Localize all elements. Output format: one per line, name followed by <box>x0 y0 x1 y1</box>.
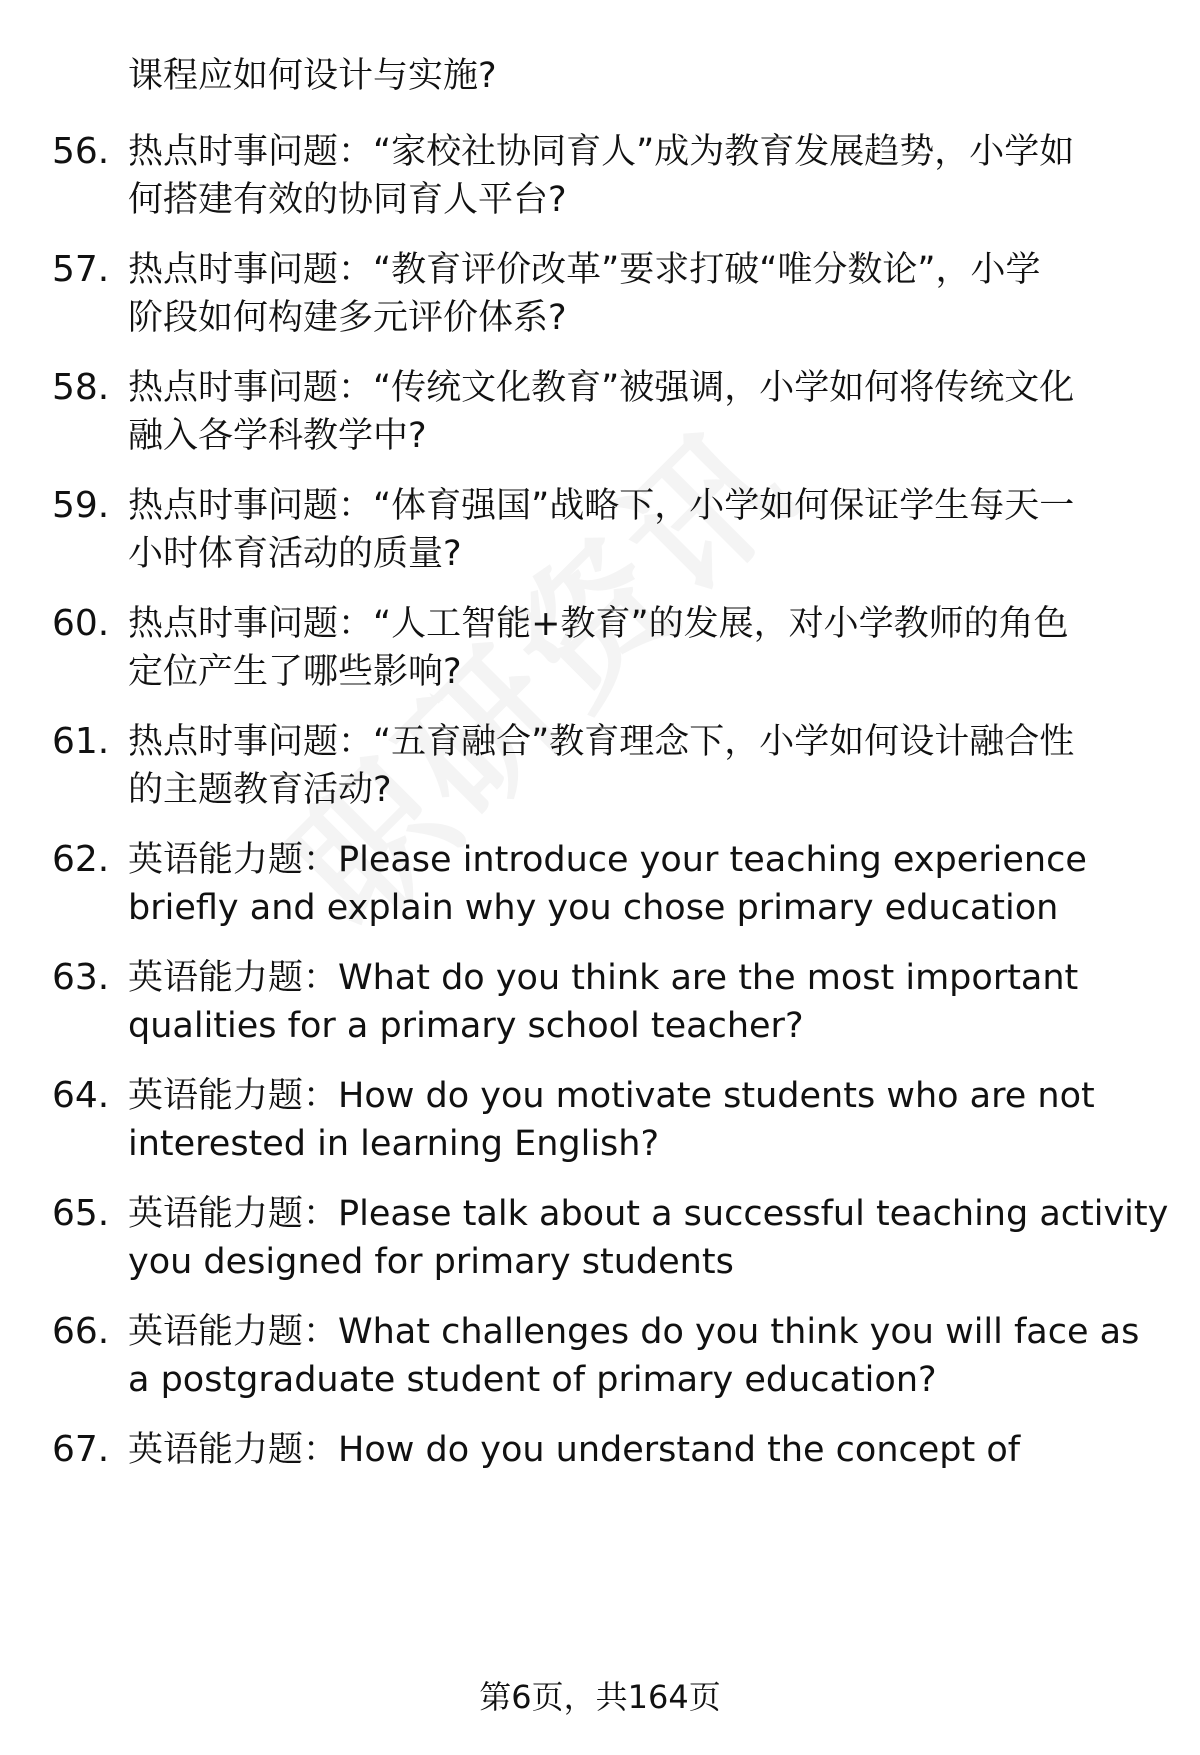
question-number: 66. <box>52 1311 110 1352</box>
question-line: 英语能力题：How do you understand the concept of <box>128 1430 1021 1470</box>
page-footer: 第6页，共164页 <box>479 1678 721 1716</box>
question-line: briefly and explain why you chose primary education <box>128 888 1059 928</box>
question-number: 65. <box>52 1193 110 1234</box>
question-line: a postgraduate student of primary education? <box>128 1360 937 1400</box>
question-line: 英语能力题：Please introduce your teaching experience <box>128 840 1087 880</box>
question-line: 热点时事问题：“五育融合”教育理念下，小学如何设计融合性 <box>128 722 1075 762</box>
question-line: 英语能力题：What do you think are the most important <box>128 958 1079 998</box>
question-number: 58. <box>52 367 110 408</box>
question-line: 定位产生了哪些影响? <box>128 652 462 692</box>
question-number: 63. <box>52 957 110 998</box>
question-number: 62. <box>52 839 110 880</box>
question-line: 融入各学科教学中? <box>128 416 427 456</box>
question-line: 英语能力题：What challenges do you think you will face as <box>128 1312 1140 1352</box>
question-line: 小时体育活动的质量? <box>128 534 462 574</box>
question-line: 热点时事问题：“人工智能+教育”的发展，对小学教师的角色 <box>128 604 1069 644</box>
continuation-text: 课程应如何设计与实施? <box>128 56 497 96</box>
question-line: 热点时事问题：“教育评价改革”要求打破“唯分数论”，小学 <box>128 250 1041 290</box>
question-line: 热点时事问题：“传统文化教育”被强调，小学如何将传统文化 <box>128 368 1075 408</box>
question-number: 60. <box>52 603 110 644</box>
question-number: 56. <box>52 131 110 172</box>
question-line: 热点时事问题：“体育强国”战略下，小学如何保证学生每天一 <box>128 486 1075 526</box>
question-line: qualities for a primary school teacher? <box>128 1006 804 1046</box>
question-line: 的主题教育活动? <box>128 770 392 810</box>
question-number: 67. <box>52 1429 110 1470</box>
question-number: 64. <box>52 1075 110 1116</box>
question-line: 何搭建有效的协同育人平台? <box>128 180 567 220</box>
question-line: 阶段如何构建多元评价体系? <box>128 298 567 338</box>
question-line: 英语能力题：How do you motivate students who are not <box>128 1076 1095 1116</box>
question-line: interested in learning English? <box>128 1124 660 1164</box>
question-line: 热点时事问题：“家校社协同育人”成为教育发展趋势，小学如 <box>128 132 1075 172</box>
question-number: 61. <box>52 721 110 762</box>
question-line: 英语能力题：Please talk about a successful teaching activity <box>128 1194 1169 1234</box>
question-number: 57. <box>52 249 110 290</box>
question-line: you designed for primary students <box>128 1242 734 1282</box>
question-number: 59. <box>52 485 110 526</box>
